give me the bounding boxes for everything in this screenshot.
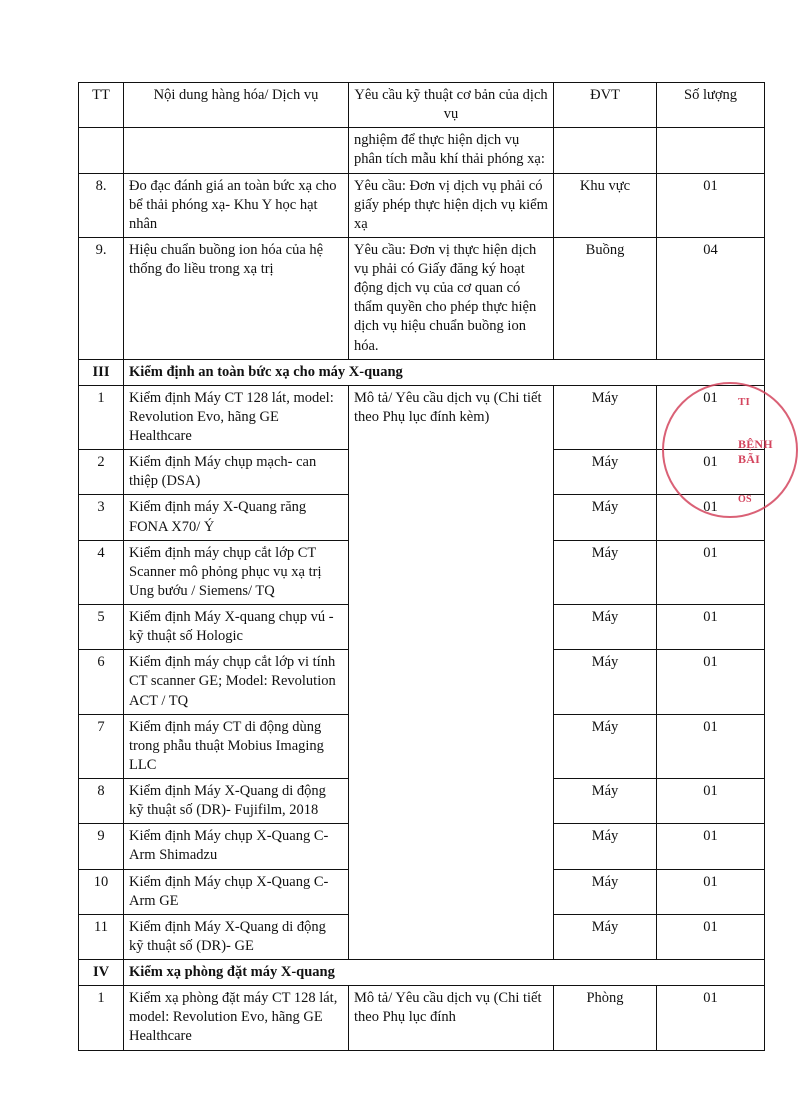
cell-tt: 3: [79, 495, 124, 540]
cell-unit: Máy: [554, 714, 657, 778]
cell-tt: 9.: [79, 237, 124, 359]
cell-name: Kiểm định Máy X-quang chụp vú - kỹ thuật số Hologic: [124, 605, 349, 650]
cell-tt: 8.: [79, 173, 124, 237]
cell-tt: 2: [79, 450, 124, 495]
cell-tt: 1: [79, 986, 124, 1050]
cell-quantity: 01: [657, 779, 765, 824]
cell-name: Kiểm định Máy CT 128 lát, model: Revolution Evo, hãng GE Healthcare: [124, 385, 349, 449]
cell-quantity: 01: [657, 495, 765, 540]
section-title: Kiểm định an toàn bức xạ cho máy X-quang: [124, 359, 765, 385]
cell-requirement: Mô tả/ Yêu cầu dịch vụ (Chi tiết theo Phụ lục đính: [349, 986, 554, 1050]
table-row: [79, 986, 765, 1050]
stamp-line-4: OS: [738, 494, 752, 505]
cell-unit: Máy: [554, 869, 657, 914]
cell-tt: 11: [79, 914, 124, 959]
column-header-tt: TT: [79, 83, 124, 128]
cell-tt: 4: [79, 540, 124, 604]
cell-unit: Máy: [554, 495, 657, 540]
section-row-iii: [79, 359, 765, 385]
cell-tt: 1: [79, 385, 124, 449]
cell-quantity: 01: [657, 540, 765, 604]
cell-tt: 5: [79, 605, 124, 650]
cell-unit: Phòng: [554, 986, 657, 1050]
section-number: III: [79, 359, 124, 385]
table-header-row: [79, 83, 765, 128]
cell-name: Kiểm định máy X-Quang răng FONA X70/ Ý: [124, 495, 349, 540]
cell-requirement: nghiệm để thực hiện dịch vụ phân tích mẫu khí thải phóng xạ:: [349, 128, 554, 173]
cell-name: [124, 128, 349, 173]
cell-name: Hiệu chuẩn buồng ion hóa của hệ thống đo liều trong xạ trị: [124, 237, 349, 359]
stamp-line-3: BÃI: [738, 452, 760, 466]
stamp-line-2: BỆNH: [738, 437, 773, 451]
cell-quantity: 01: [657, 824, 765, 869]
stamp-line-1: TI: [738, 396, 751, 408]
cell-unit: Khu vực: [554, 173, 657, 237]
services-table: [78, 82, 765, 1051]
cell-tt: 10: [79, 869, 124, 914]
cell-quantity: 01: [657, 914, 765, 959]
cell-unit: Máy: [554, 540, 657, 604]
cell-tt: 6: [79, 650, 124, 714]
cell-unit: Buồng: [554, 237, 657, 359]
cell-requirement: Mô tả/ Yêu cầu dịch vụ (Chi tiết theo Phụ lục đính kèm): [349, 385, 554, 959]
table-row: [79, 385, 765, 449]
table-row: [79, 128, 765, 173]
table-row: [79, 173, 765, 237]
cell-unit: [554, 128, 657, 173]
cell-quantity: 01: [657, 869, 765, 914]
cell-quantity: 01: [657, 714, 765, 778]
cell-requirement: Yêu cầu: Đơn vị dịch vụ phải có giấy phép thực hiện dịch vụ kiểm xạ: [349, 173, 554, 237]
cell-name: Kiểm định Máy X-Quang di động kỹ thuật số (DR)- Fujifilm, 2018: [124, 779, 349, 824]
cell-unit: Máy: [554, 650, 657, 714]
cell-unit: Máy: [554, 450, 657, 495]
cell-quantity: 04: [657, 237, 765, 359]
table-row: [79, 237, 765, 359]
section-row-iv: [79, 960, 765, 986]
cell-unit: Máy: [554, 385, 657, 449]
column-header-unit: ĐVT: [554, 83, 657, 128]
cell-quantity: 01: [657, 605, 765, 650]
cell-unit: Máy: [554, 779, 657, 824]
cell-quantity: 01: [657, 986, 765, 1050]
cell-name: Kiểm định máy CT di động dùng trong phẫu thuật Mobius Imaging LLC: [124, 714, 349, 778]
cell-quantity: 01: [657, 173, 765, 237]
cell-name: Đo đạc đánh giá an toàn bức xạ cho bể thải phóng xạ- Khu Y học hạt nhân: [124, 173, 349, 237]
cell-name: Kiểm xạ phòng đặt máy CT 128 lát, model: Revolution Evo, hãng GE Healthcare: [124, 986, 349, 1050]
column-header-name: Nội dung hàng hóa/ Dịch vụ: [124, 83, 349, 128]
cell-unit: Máy: [554, 824, 657, 869]
cell-name: Kiểm định Máy chụp mạch- can thiệp (DSA): [124, 450, 349, 495]
cell-quantity: 01: [657, 650, 765, 714]
cell-requirement: Yêu cầu: Đơn vị thực hiện dịch vụ phải có Giấy đăng ký hoạt động dịch vụ của cơ quan có thẩm quyền cho phép thực hiện dịch vụ hiệu chuẩn buồng ion hóa.: [349, 237, 554, 359]
cell-tt: 7: [79, 714, 124, 778]
cell-name: Kiểm định Máy chụp X-Quang C-Arm Shimadzu: [124, 824, 349, 869]
cell-name: Kiểm định máy chụp cắt lớp CT Scanner mô phỏng phục vụ xạ trị Ung bướu / Siemens/ TQ: [124, 540, 349, 604]
table-body: [79, 128, 765, 1050]
section-number: IV: [79, 960, 124, 986]
cell-name: Kiểm định Máy X-Quang di động kỹ thuật số (DR)- GE: [124, 914, 349, 959]
section-title: Kiểm xạ phòng đặt máy X-quang: [124, 960, 765, 986]
cell-unit: Máy: [554, 605, 657, 650]
cell-tt: 8: [79, 779, 124, 824]
cell-name: Kiểm định Máy chụp X-Quang C-Arm GE: [124, 869, 349, 914]
column-header-quantity: Số lượng: [657, 83, 765, 128]
cell-quantity: 01: [657, 450, 765, 495]
cell-tt: [79, 128, 124, 173]
cell-quantity: [657, 128, 765, 173]
cell-tt: 9: [79, 824, 124, 869]
table-header: [79, 83, 765, 128]
column-header-requirement: Yêu cầu kỹ thuật cơ bản của dịch vụ: [349, 83, 554, 128]
cell-quantity: 01: [657, 385, 765, 449]
cell-name: Kiểm định máy chụp cắt lớp vi tính CT scanner GE; Model: Revolution ACT / TQ: [124, 650, 349, 714]
cell-unit: Máy: [554, 914, 657, 959]
